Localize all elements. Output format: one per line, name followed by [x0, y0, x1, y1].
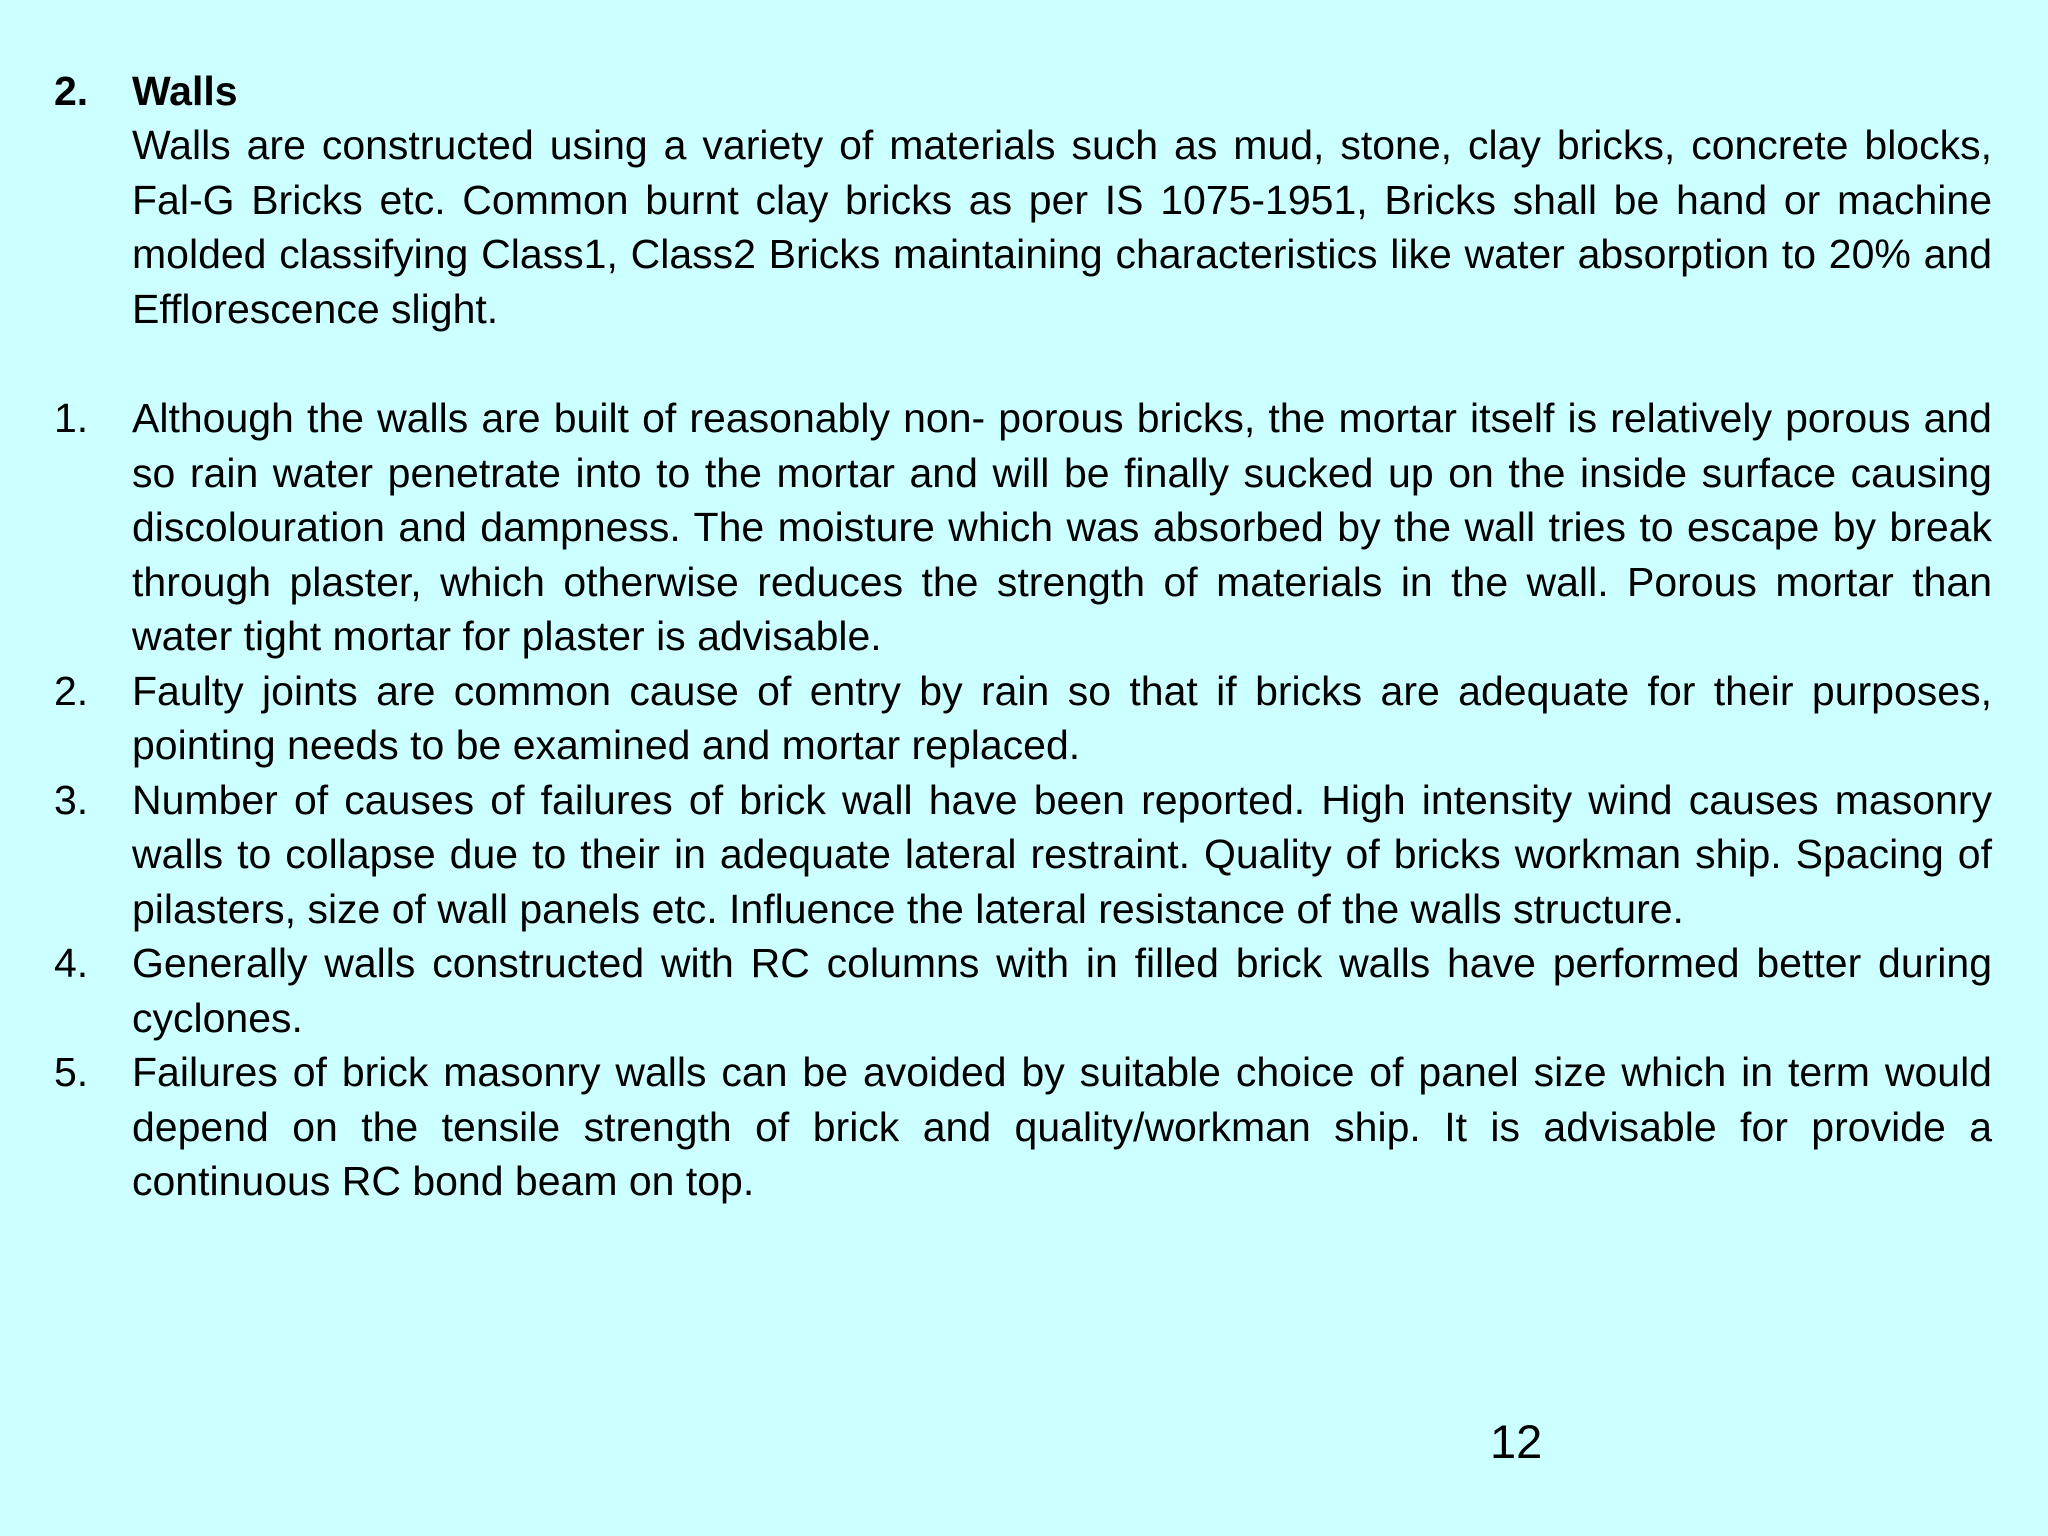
list-item-5: [54, 1045, 1992, 1209]
section-title: Walls: [132, 68, 238, 114]
list-item-text: Failures of brick masonry walls can be avoided by suitable choice of panel size which in term would depend on the tensile strength of brick and quality/workman ship. It is advisable for provide a continuous RC bond beam on top.: [132, 1049, 1992, 1204]
list-item-text: Faulty joints are common cause of entry by rain so that if bricks are adequate for their purposes, pointing needs to be examined and mortar replaced.: [132, 667, 1992, 768]
list-item-number: 1.: [54, 395, 89, 441]
page-number: 12: [1490, 1415, 1543, 1468]
list-item-text: Although the walls are built of reasonably non- porous bricks, the mortar itself is relatively porous and so rain water penetrate into to the mortar and will be finally sucked up on the inside surface causing discolouration and dampness. The moisture which was absorbed by the wall tries to escape by break through plaster, which otherwise reduces the strength of materials in the wall. Porous mortar than water tight mortar for plaster is advisable.: [132, 395, 1992, 659]
section-heading: [54, 64, 1994, 118]
section-number: 2.: [54, 68, 89, 114]
numbered-list: [54, 391, 1992, 1209]
list-item-number: 2.: [54, 667, 89, 714]
list-item-text: Number of causes of failures of brick wall have been reported. High intensity wind causes masonry walls to collapse due to their in adequate lateral restraint. Quality of bricks workman ship. Spacing of pilasters, size of wall panels etc. Influence the lateral resistance of the walls structure.: [132, 776, 1992, 932]
list-item-number: 3.: [54, 776, 89, 823]
list-item-2: [54, 664, 1992, 773]
list-item-4: [54, 936, 1992, 1045]
section-intro: Walls are constructed using a variety of materials such as mud, stone, clay bricks, concrete blocks, Fal-G Bricks etc. Common burnt clay bricks as per IS 1075-1951, Bricks shall be hand or machine molded classifying Class1, Class2 Bricks maintaining characteristics like water absorption to 20% and Efflorescence slight.: [132, 122, 1992, 332]
list-item-number: 4.: [54, 940, 89, 986]
list-item-text: Generally walls constructed with RC columns with in filled brick walls have performed better during cyclones.: [132, 940, 1992, 1041]
list-item-3: [54, 773, 1992, 937]
list-item-1: [54, 391, 1992, 664]
list-item-number: 5.: [54, 1049, 89, 1095]
